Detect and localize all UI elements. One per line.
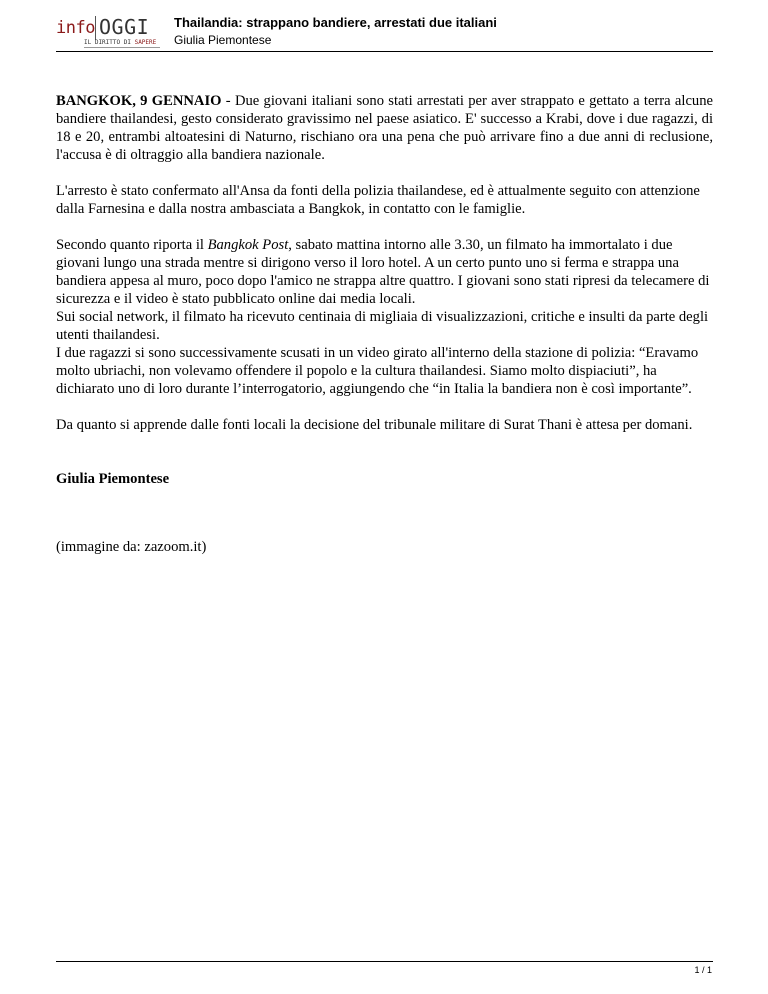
paragraph-3-text: , sabato mattina intorno alle 3.30, un filmato ha immortalato i due giovani lungo una strada mentre si dirigono verso il loro hotel. A un certo punto uno si ferma e strappa una bandiera appesa al muro, poco dopo l'amico ne strappa altre quattro. I giovani sono stati ripresi da telecamere di sicurezza e il video è stato pubblicato online dai media locali. (56, 237, 710, 307)
logo-underline (84, 47, 160, 48)
logo-info-text: info (56, 18, 95, 38)
article-paragraph-1 (56, 92, 713, 164)
header-author: Giulia Piemontese (174, 33, 272, 47)
source-name: Bangkok Post (207, 237, 289, 253)
article-dateline: BANGKOK, 9 GENNAIO (56, 93, 222, 109)
header-divider (56, 51, 713, 52)
image-caption: (immagine da: zazoom.it) (56, 539, 207, 555)
header-title: Thailandia: strappano bandiere, arrestati due italiani (174, 15, 497, 30)
footer-divider (56, 961, 713, 962)
logo-tagline-highlight: SAPERE (134, 39, 157, 46)
infooggi-logo (56, 14, 164, 50)
article-paragraph-4: Da quanto si apprende dalle fonti locali la decisione del tribunale militare di Surat Thani è attesa per domani. (56, 417, 693, 433)
logo-tagline (84, 39, 156, 46)
paragraph-3-line-3: I due ragazzi si sono successivamente scusati in un video girato all'interno della stazione di polizia: “Eravamo molto ubriachi, non volevamo offendere il popolo e la cultura thailandesi. Siamo molto dispiaciuti”, ha dichiarato uno di loro durante l’interrogatorio, aggiungendo che “in Italia la bandiera non è così importante”. (56, 345, 699, 397)
article-body (56, 92, 713, 574)
page-header (56, 12, 713, 52)
paragraph-3-intro: Secondo quanto riporta il (56, 237, 208, 253)
logo-divider (95, 16, 96, 40)
logo-tagline-prefix: IL DIRITTO DI (84, 39, 135, 46)
article-paragraph-2: L'arresto è stato confermato all'Ansa da fonti della polizia thailandese, ed è attualmente seguito con attenzione dalla Farnesina e dalla nostra ambasciata a Bangkok, in contatto con le famiglie. (56, 183, 700, 217)
paragraph-3-line-2: Sui social network, il filmato ha ricevuto centinaia di migliaia di visualizzazioni, critiche e insulti da parte degli utenti thailandesi. (56, 309, 709, 343)
paragraph-1-text: - Due giovani italiani sono stati arrestati per aver strappato e gettato a terra alcune bandiere thailandesi, gesto considerato gravissimo nel paese asiatico. E' successo a Krabi, dove i due ragazzi, di 18 e 20, entrambi altoatesini di Naturno, rischiano ora una pena che può arrivare fino a due anni di reclusione, l'accusa è di oltraggio alla bandiera nazionale. (56, 93, 713, 163)
page-number: 1 / 1 (694, 965, 712, 975)
article-paragraph-3 (56, 236, 713, 398)
article-author: Giulia Piemontese (56, 471, 170, 487)
logo-oggi-text: OGGI (99, 15, 150, 39)
